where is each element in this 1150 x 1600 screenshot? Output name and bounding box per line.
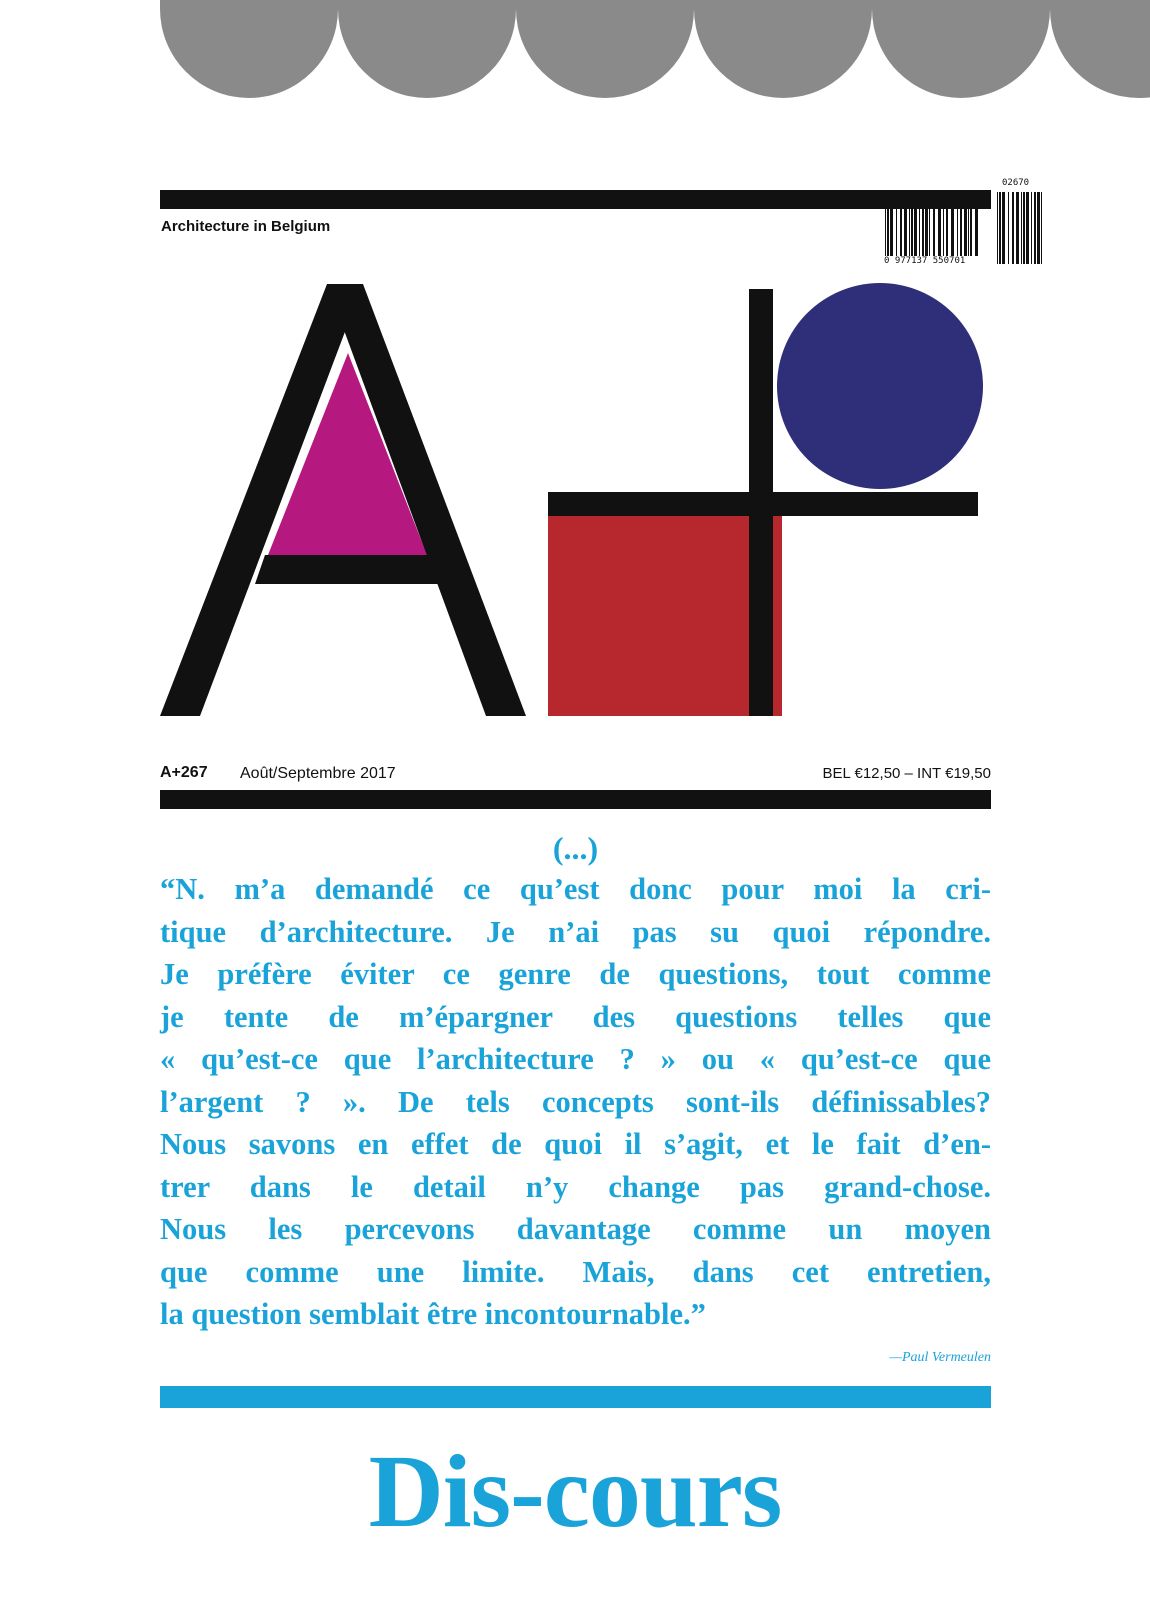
quote-line: l’argent ? ». De tels concepts sont-ils définissables?	[160, 1084, 991, 1119]
issue-price: BEL €12,50 – INT €19,50	[822, 765, 991, 782]
quote-line: « qu’est-ce que l’architecture ? » ou « qu’est-ce que	[160, 1042, 991, 1076]
barcode-bar	[975, 190, 978, 256]
logo-red-square	[548, 516, 782, 716]
quote-line: la question semblait être incontournable.”	[160, 1297, 706, 1331]
barcode-bar	[919, 190, 920, 256]
barcode-bar	[904, 190, 907, 256]
barcode-bar	[946, 190, 948, 256]
barcode-bar	[909, 190, 910, 256]
barcode-bar	[885, 190, 886, 256]
top-rule	[160, 190, 991, 209]
quote-author: —Paul Vermeulen	[889, 1350, 991, 1365]
quote-line: que comme une limite. Mais, dans cet entretien,	[160, 1254, 991, 1289]
barcode-bar	[911, 190, 913, 256]
barcode-bar	[922, 190, 924, 256]
barcode-bar	[1008, 192, 1009, 264]
barcode-addon	[996, 178, 1046, 268]
barcode-bar	[957, 190, 958, 256]
barcode-bar	[1026, 192, 1029, 264]
scallop	[694, 0, 872, 98]
pull-quote	[160, 828, 991, 1336]
barcode-bar	[1041, 192, 1042, 264]
barcode-bar	[933, 190, 935, 256]
issue-theme-title: Dis-cours	[368, 1434, 782, 1549]
scallop	[338, 0, 516, 98]
barcode-bar	[890, 190, 893, 256]
barcode-bar	[968, 190, 969, 256]
barcode-bar	[999, 192, 1001, 264]
blue-rule	[160, 1386, 991, 1408]
barcode-bar	[929, 190, 930, 256]
barcode-bar	[914, 190, 917, 256]
logo-plus-horizontal	[548, 492, 978, 516]
scallop-band	[160, 0, 1150, 9]
barcode-bar	[1002, 192, 1005, 264]
barcode-bar	[900, 190, 902, 256]
barcode-bars	[884, 190, 984, 258]
barcode-bar	[1021, 192, 1022, 264]
barcode-main-digits: 0 977137 550701	[884, 256, 966, 266]
scalloped-top-border	[0, 0, 1150, 105]
barcode-bar	[938, 190, 941, 256]
logo-blue-circle	[777, 283, 983, 489]
quote-line: tique d’architecture. Je n’ai pas su quoi répondre.	[160, 914, 991, 949]
quote-line: trer dans le detail n’y change pas grand-chose.	[160, 1169, 991, 1204]
scallop	[516, 0, 694, 98]
scallop	[872, 0, 1050, 98]
barcode-bar	[887, 190, 889, 256]
barcode-bar	[943, 190, 944, 256]
quote-line: Nous les percevons davantage comme un moyen	[160, 1212, 991, 1246]
barcode-bar	[951, 190, 954, 256]
barcode-bar	[960, 190, 962, 256]
barcode-bar	[1012, 192, 1014, 264]
quote-ellipsis: (...)	[552, 830, 599, 866]
quote-line: Je préfère éviter ce genre de questions, tout comme	[160, 957, 991, 991]
barcode-bar	[970, 190, 972, 256]
issue-date: Août/Septembre 2017	[240, 765, 396, 782]
quote-line: Nous savons en effet de quoi il s’agit, et le fait d’en-	[160, 1127, 991, 1161]
barcode-addon-bars	[996, 192, 1046, 264]
quote-line: je tente de m’épargner des questions telles que	[160, 999, 991, 1034]
magazine-kicker: Architecture in Belgium	[161, 218, 331, 235]
barcode-bar	[964, 190, 967, 256]
barcode-main	[884, 190, 984, 270]
barcode-bar	[1023, 192, 1025, 264]
issue-number: A+267	[160, 764, 208, 781]
quote-line: “N. m’a demandé ce qu’est donc pour moi la cri-	[160, 872, 991, 906]
scallop	[160, 0, 338, 98]
barcode-bar	[1016, 192, 1019, 264]
issue-info-row	[160, 764, 991, 786]
barcode-addon-digits: 02670	[1002, 178, 1030, 188]
barcode-bar	[1031, 192, 1032, 264]
a-plus-logo	[160, 280, 990, 720]
scallop	[1050, 0, 1150, 98]
barcode-bar	[1037, 192, 1040, 264]
barcode-bar	[1034, 192, 1036, 264]
logo-a-crossbar	[255, 555, 441, 584]
barcode-bar	[896, 190, 897, 256]
middle-rule	[160, 790, 991, 809]
barcode-bar	[997, 192, 998, 264]
barcode-bar	[925, 190, 928, 256]
